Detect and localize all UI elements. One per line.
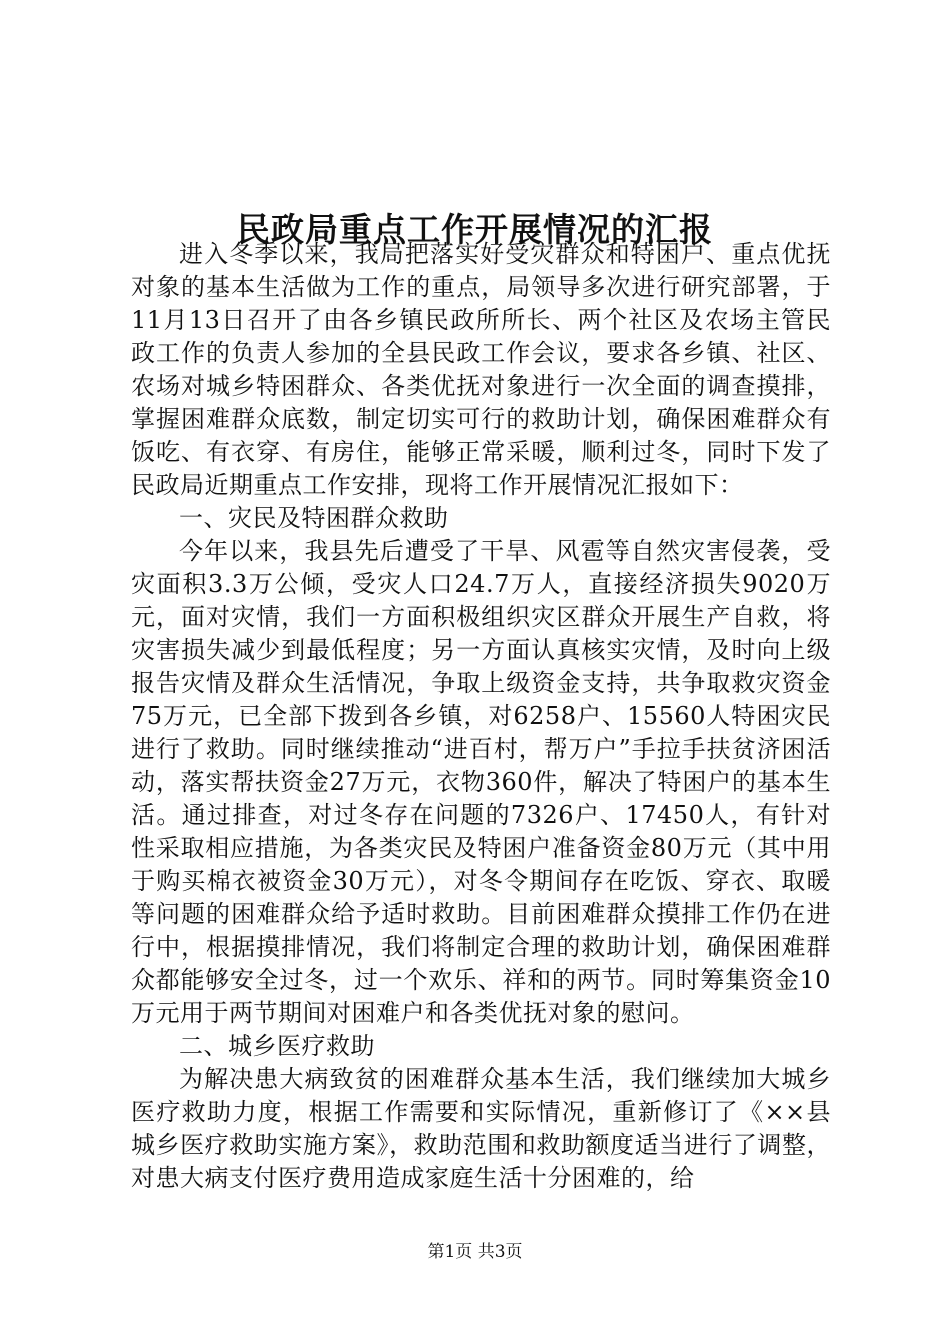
section-paragraph-medical-aid: 为解决患大病致贫的困难群众基本生活，我们继续加大城乡医疗救助力度，根据工作需要和实际情况，重新修订了《××县城乡医疗救助实施方案》，救助范围和救助额度适当进行了调整，对患大病支付医疗费用造成家庭生活十分困难的，给	[131, 1065, 831, 1192]
page-footer: 第1页 共3页	[427, 1242, 523, 1262]
document-title: 民政局重点工作开展情况的汇报	[237, 210, 713, 250]
document-body	[131, 238, 831, 1195]
section-heading-disaster-relief: 一、灾民及特困群众救助	[179, 504, 449, 532]
intro-paragraph: 进入冬季以来，我局把落实好受灾群众和特困户、重点优抚对象的基本生活做为工作的重点，局领导多次进行研究部署，于11月13日召开了由各乡镇民政所所长、两个社区及农场主管民政工作的负责人参加的全县民政工作会议，要求各乡镇、社区、农场对城乡特困群众、各类优抚对象进行一次全面的调查摸排，掌握困难群众底数，制定切实可行的救助计划，确保困难群众有饭吃、有衣穿、有房住，能够正常采暖，顺利过冬，同时下发了民政局近期重点工作安排，现将工作开展情况汇报如下：	[131, 240, 831, 499]
section-heading-medical-aid: 二、城乡医疗救助	[179, 1032, 375, 1060]
section-paragraph-disaster-relief: 今年以来，我县先后遭受了干旱、风雹等自然灾害侵袭，受灾面积3.3万公倾，受灾人口24.7万人，直接经济损失9020万元，面对灾情，我们一方面积极组织灾区群众开展生产自救，将灾害损失减少到最低程度；另一方面认真核实灾情，及时向上级报告灾情及群众生活情况，争取上级资金支持，共争取救灾资金75万元，已全部下拨到各乡镇，对6258户、15560人特困灾民进行了救助。同时继续推动“进百村，帮万户”手拉手扶贫济困活动，落实帮扶资金27万元，衣物360件，解决了特困户的基本生活。通过排查，对过冬存在问题的7326户、17450人，有针对性采取相应措施，为各类灾民及特困户准备资金80万元（其中用于购买棉衣被资金30万元），对冬令期间存在吃饭、穿衣、取暖等问题的困难群众给予适时救助。目前困难群众摸排工作仍在进行中，根据摸排情况，我们将制定合理的救助计划，确保困难群众都能够安全过冬，过一个欢乐、祥和的两节。同时筹集资金10万元用于两节期间对困难户和各类优抚对象的慰问。	[131, 537, 831, 1027]
